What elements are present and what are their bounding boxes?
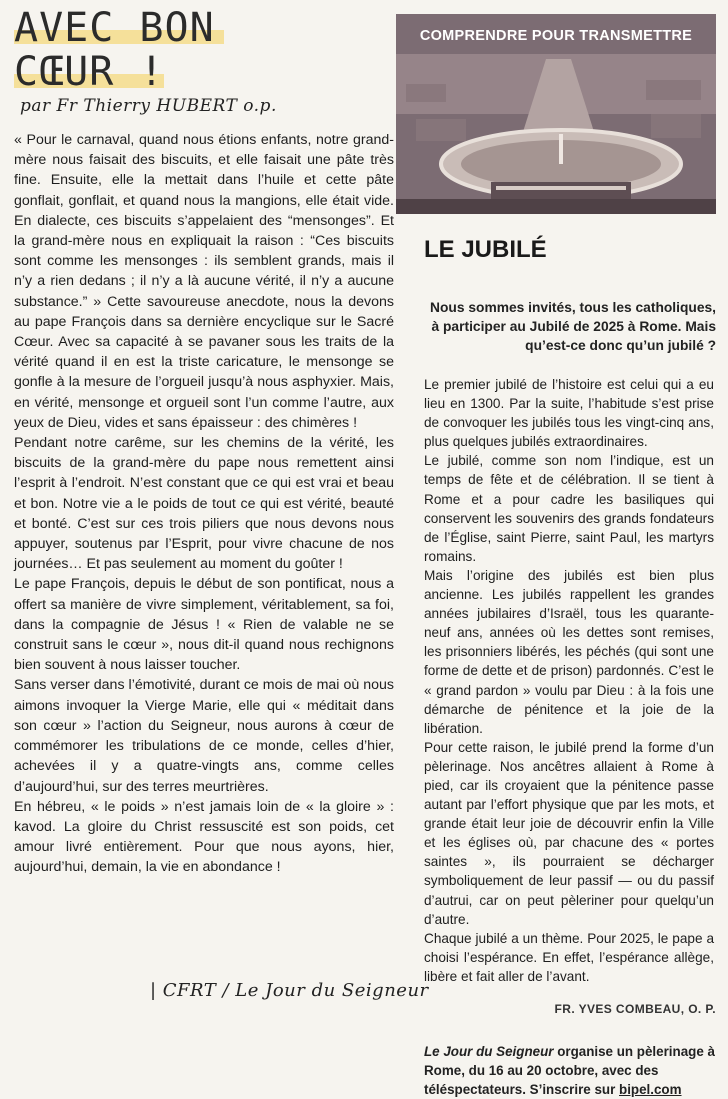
editorial-paragraph: Le pape François, depuis le début de son pontificat, nous a offert sa manière de vivre simplement, véritablement, sa foi, dans la compagnie de Jésus ! « Rien de valable ne se construit sans le cœur », nous dit-il quand nous rechignons bien souvent à nous laisser toucher. bbox=[14, 576, 394, 674]
handwritten-signature: | CFRT / Le Jour du Seigneur bbox=[150, 980, 429, 1001]
handwritten-title bbox=[14, 6, 394, 94]
title-text-1: AVEC BON bbox=[14, 5, 215, 51]
section-banner: COMPRENDRE POUR TRANSMETTRE bbox=[419, 28, 693, 44]
promo-link[interactable]: bipel.com bbox=[619, 1082, 682, 1097]
photo-illustration bbox=[396, 14, 716, 214]
promo-show-name: Le Jour du Seigneur bbox=[424, 1044, 554, 1059]
editorial-body bbox=[14, 130, 394, 878]
title-line-1 bbox=[14, 6, 394, 50]
article-author: FR. YVES COMBEAU, O. P. bbox=[554, 1002, 716, 1016]
editorial-column bbox=[14, 6, 394, 878]
handwritten-byline: par Fr Thierry HUBERT o.p. bbox=[20, 96, 277, 116]
article-paragraph: Mais l’origine des jubilés est bien plus ancienne. Les jubilés rappellent les grandes années jubilaires d’Israël, tous les quarante-neuf ans, années où les dettes sont remises, les prisonniers libérés, les péchés (qui sont une forme de dette et de prison) pardonnés. C’est le « grand pardon » voulu par Dieu : à la fois une démarche de pénitence et la joie de la libération. bbox=[424, 567, 714, 736]
editorial-paragraph: En hébreu, « le poids » n’est jamais loin de « la gloire » : kavod. La gloire du Christ ressuscité est son poids, cet amour livré entièrement. Pour que nous ayons, hier, aujourd’hui, demain, la vie en abondance ! bbox=[14, 798, 394, 876]
jubile-column bbox=[396, 14, 718, 1099]
editorial-paragraph: Pendant notre carême, sur les chemins de la vérité, les biscuits de la grand-mère du pape nous remettent ainsi l’esprit à l’endroit. N’est constant que ce qui est vrai et beau et bon. Notre vie a le poids de tout ce qui est vérité, beauté et bonté. C’est sur ces trois piliers que nous devons nous appuyer, soutenus par l’Esprit, pour vivre chacune de nos journées… Et pas seulement au moment du goûter ! bbox=[14, 435, 394, 573]
article-paragraph: Le jubilé, comme son nom l’indique, est un temps de fête et de célébration. Il se tient à Rome et a pour cadre les basiliques qui conservent les souvenirs des grands fondateurs de l’Église, saint Pierre, saint Paul, les martyrs romains. bbox=[424, 453, 714, 564]
title-text-2: CŒUR ! bbox=[14, 49, 165, 95]
article-paragraph: Pour cette raison, le jubilé prend la forme d’un pèlerinage. Nos ancêtres allaient à Rome à pied, car ils croyaient que la pénitence passe autant par l’effort physique que par les mots, et grande était leur joie de découvrir enfin la Ville et les églises où, par chacune des « portes saintes », ils pourraient se décharger symboliquement de leur passif — ou du passif d’autrui, car on peut pèleriner pour quelqu’un d’autre. bbox=[424, 739, 714, 927]
editorial-paragraph: Sans verser dans l’émotivité, durant ce mois de mai où nous aimons invoquer la Vierge Marie, elle qui « méditait dans son cœur » l’action du Seigneur, nous aurons à cœur de commémorer les tribulations de ce monde, celles d’hier, achevées il y a quatre-vingts ans, comme celles d’aujourd’hui, sur des terres meurtrières. bbox=[14, 677, 394, 795]
article-lead: Nous sommes invités, tous les catholiques, à participer au Jubilé de 2025 à Rome. Mais qu’est-ce donc qu’un jubilé ? bbox=[430, 300, 716, 353]
article-title: LE JUBILÉ bbox=[424, 236, 547, 263]
article-paragraph: Le premier jubilé de l’histoire est celui qui a eu lieu en 1300. Par la suite, l’habitude s’est prise de convoquer les jubilés tous les vingt-cinq ans, plus quelques jubilés extraordinaires. bbox=[424, 377, 714, 450]
promo-text: organise un pèlerinage à Rome, du 16 au 20 octobre, avec des téléspectateurs. S’inscrire sur bbox=[424, 1044, 715, 1097]
pilgrimage-promo bbox=[424, 1042, 716, 1099]
article-body bbox=[424, 375, 714, 986]
article-paragraph: Chaque jubilé a un thème. Pour 2025, le pape a choisi l’espérance. En effet, l’espérance allège, libère et fait aller de l’avant. bbox=[424, 930, 714, 984]
st-peters-square-photo bbox=[396, 14, 716, 214]
title-line-2 bbox=[14, 50, 394, 94]
editorial-paragraph: « Pour le carnaval, quand nous étions enfants, notre grand-mère nous faisait des biscuits, et elle faisait une pâte très fine. Ensuite, elle la mettait dans l’huile et cette pâte gonflait, gonflait, et quand nous la mangions, elle était vide. En dialecte, ces biscuits s’appelaient des “mensonges”. Et la grand-mère nous en expliquait la raison : “Ces biscuits sont comme les mensonges : ils semblent grands, mais il n’y a rien dedans ; il n’y a là aucune vérité, il n’y a aucune substance.” » Cette savoureuse anecdote, nous la devons au pape François dans sa dernière encyclique sur le Sacré Cœur. Avec sa capacité à se pavaner sous les traits de la vérité quand il en est la triste caricature, le mensonge se gonfle à la mesure de l’orgueil jusqu’à nous asphyxier. Mais, en vérité, mensonge et orgueil sont l’un comme l’autre, aux yeux de Dieu, vides et sans épaisseur : des chimères ! bbox=[14, 132, 394, 431]
